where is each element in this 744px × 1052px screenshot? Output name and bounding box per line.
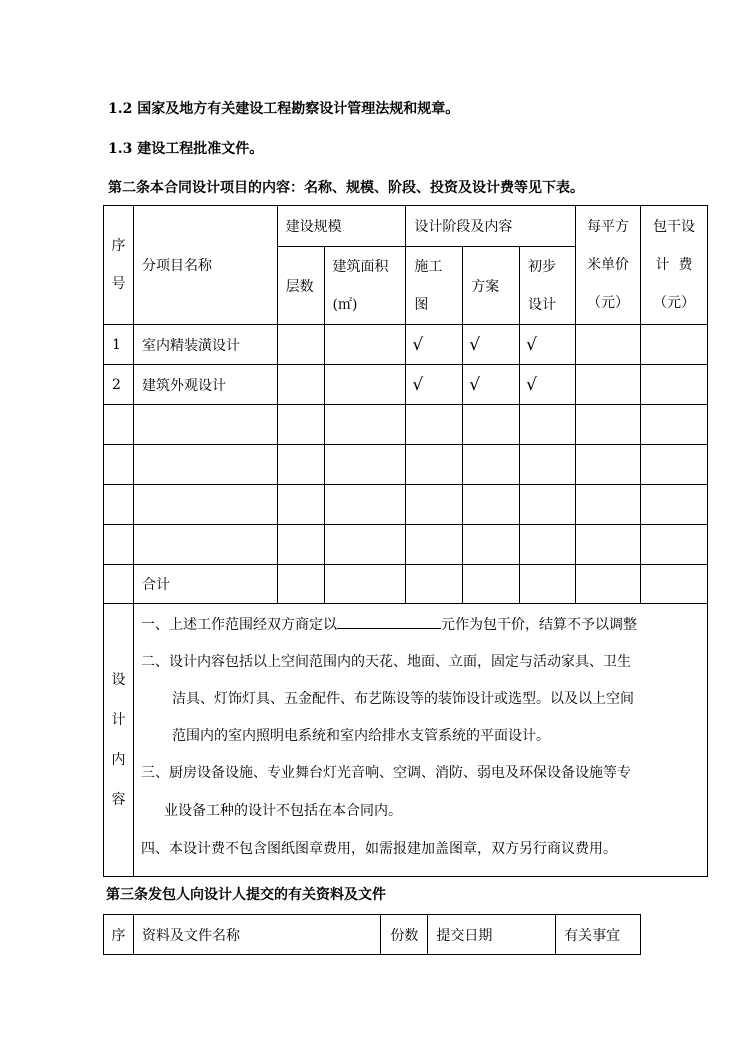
header-lump-sum-fee: 包干设 计 费 （元） (641, 206, 708, 325)
clause-1-2: 1.2 国家及地方有关建设工程勘察设计管理法规和规章。 (108, 101, 460, 117)
row-no: 2 (104, 365, 134, 405)
total-row (104, 565, 708, 604)
header-construction-drawing: 施工 图 (406, 247, 463, 325)
header-unit-price: 每平方 米单价 （元） (576, 206, 641, 325)
clause-1-3: 1.3 建设工程批准文件。 (108, 141, 264, 157)
check-mark: √ (406, 325, 463, 365)
check-mark: √ (520, 365, 576, 405)
header-build-scale: 建设规模 (277, 206, 406, 247)
note-2a: 二、设计内容包括以上空间范围内的天花、地面、立面，固定与活动家具、卫生 (140, 654, 631, 670)
header-scheme: 方案 (463, 247, 520, 325)
header-preliminary-design: 初步 设计 (520, 247, 576, 325)
design-content-label: 设 计 内 容 (104, 604, 134, 877)
empty-row (104, 525, 708, 565)
design-content-notes (133, 604, 707, 877)
row-no: 1 (104, 325, 134, 365)
note-2b: 洁具、灯饰灯具、五金配件、布艺陈设等的装饰设计或选型。以及以上空间 (171, 691, 634, 707)
row-item-name: 室内精装潢设计 (133, 325, 277, 365)
empty-row (104, 445, 708, 485)
empty-row (104, 485, 708, 525)
check-mark: √ (463, 325, 520, 365)
header-seq: 序 号 (104, 206, 134, 325)
price-blank (337, 614, 441, 629)
article-2-heading: 第二条本合同设计项目的内容：名称、规模、阶段、投资及设计费等见下表。 (108, 180, 584, 196)
docs-header-copies: 份数 (381, 915, 428, 955)
header-design-stage: 设计阶段及内容 (406, 206, 576, 247)
table-row (104, 325, 708, 365)
note-2c: 范围内的室内照明电系统和室内给排水支管系统的平面设计。 (171, 728, 550, 744)
note-1: 一、上述工作范围经双方商定以 元作为包干价，结算不予以调整 (141, 614, 637, 634)
docs-header-seq: 序 (104, 915, 134, 955)
design-content-row (104, 604, 708, 877)
row-item-name: 建筑外观设计 (133, 365, 277, 405)
check-mark: √ (406, 365, 463, 405)
total-label: 合计 (133, 565, 277, 604)
article-3-heading: 第三条发包人向设计人提交的有关资料及文件 (106, 887, 386, 903)
empty-row (104, 405, 708, 445)
docs-header-name: 资料及文件名称 (133, 915, 380, 955)
note-3b: 业设备工种的设计不包括在本合同内。 (163, 803, 402, 819)
header-floor-area: 建筑面积 (㎡) (324, 247, 406, 325)
table-row (104, 365, 708, 405)
docs-header-date: 提交日期 (428, 915, 556, 955)
docs-header-matters: 有关事宜 (556, 915, 641, 955)
design-items-table (103, 205, 708, 877)
header-item-name: 分项目名称 (133, 206, 277, 325)
note-3a: 三、厨房设备设施、专业舞台灯光音响、空调、消防、弱电及环保设备设施等专 (140, 765, 631, 781)
check-mark: √ (463, 365, 520, 405)
note-4: 四、本设计费不包含图纸图章费用，如需报建加盖图章，双方另行商议费用。 (140, 841, 617, 857)
header-floors: 层数 (277, 247, 324, 325)
check-mark: √ (520, 325, 576, 365)
documents-table (103, 914, 641, 955)
